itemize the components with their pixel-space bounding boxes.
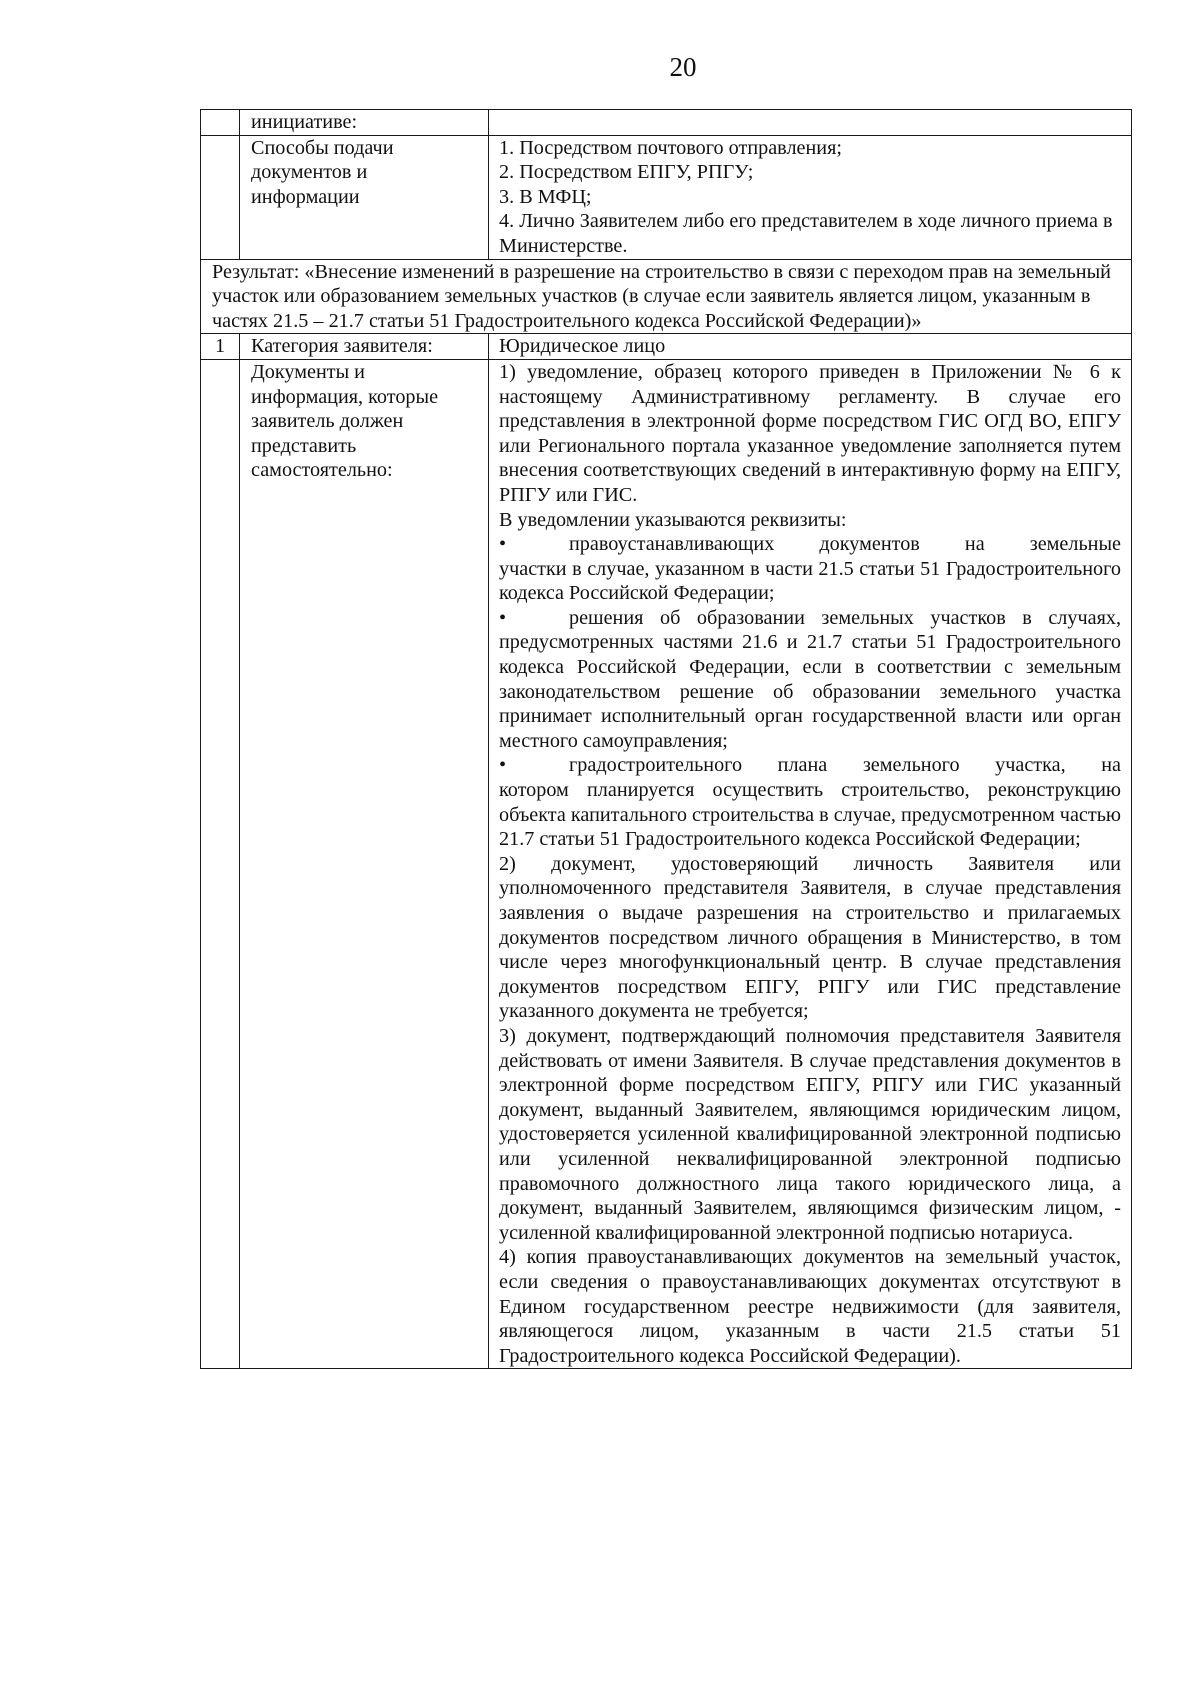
table-row-result (201, 259, 1132, 334)
requisites-heading: В уведомлении указываются реквизиты: (499, 508, 847, 531)
list-item: 2. Посредством ЕПГУ, РПГУ; (499, 161, 754, 184)
row-value (489, 135, 1132, 259)
table-row-category (201, 334, 1132, 360)
label-line: информация, которые (251, 385, 439, 408)
list-item: 1. Посредством почтового отправления; (499, 136, 842, 159)
bullet-mark: • (499, 754, 507, 777)
result-text: Результат: «Внесение изменений в разрешение на строительство в связи с переходом прав на земельный участок или образованием земельных участков (в случае если заявитель является лицом, указанным в частях 21.5 – 21.7 статьи 51 Градостроительного кодекса Российской Федерации)» (201, 259, 1132, 334)
label-line: представить (251, 434, 357, 457)
paragraph-2: 2) документ, удостоверяющий личность Заявителя или уполномоченного представителя Заявителя, в случае представления заявления о выдаче разрешения на строительство и прилагаемых документов посредством личного обращения в Министерство, в том числе через многофункциональный центр. В случае представления документов посредством ЕПГУ, РПГУ или ГИС представление указанного документа не требуется; (499, 852, 1121, 1023)
bullet-3-rest: котором планируется осуществить строительство, реконструкцию объекта капитального строительства в случае, предусмотренном частью 21.7 статьи 51 Градостроительного кодекса Российской Федерации; (499, 779, 1121, 851)
list-item: 4. Лично Заявителем либо его представителем в ходе личного приема в Министерстве. (499, 210, 1113, 257)
paragraph-1: 1) уведомление, образец которого приведен в Приложении № 6 к настоящему Административному регламенту. В случае его представления в электронной форме посредством ГИС ОГД ВО, ЕПГУ или Регионального портала указанное уведомление заполняется путем внесения соответствующих сведений в интерактивную форму на ЕПГУ, РПГУ или ГИС. (499, 360, 1121, 506)
page-number: 20 (669, 52, 697, 82)
label-line: документов и (251, 161, 368, 184)
table-row-initiative (201, 110, 1132, 136)
row-label: инициативе: (240, 110, 489, 136)
bullet-2-first-line (499, 606, 1121, 631)
label-line: заявитель должен (251, 410, 404, 433)
row-number-cell (201, 135, 240, 259)
row-number-cell (201, 110, 240, 136)
label-line: Способы подачи (251, 136, 394, 159)
row-number: 1 (201, 334, 240, 360)
row-value (489, 359, 1132, 1368)
table-row-documents (201, 359, 1132, 1368)
bullet-text: градостроительного плана земельного участка, на (569, 754, 1121, 777)
row-value: Юридическое лицо (489, 334, 1132, 360)
bullet-1-first-line (499, 532, 1121, 557)
row-label (240, 135, 489, 259)
bullet-3-first-line (499, 753, 1121, 778)
label-line: самостоятельно: (251, 459, 393, 482)
row-number-cell (201, 359, 240, 1368)
row-label (240, 359, 489, 1368)
bullet-text: решения об образовании земельных участков в случаях, (569, 606, 1121, 629)
table-row-submission (201, 135, 1132, 259)
bullet-1-rest: участки в случае, указанном в части 21.5 статьи 51 Градостроительного кодекса Российской Федерации; (499, 557, 1121, 605)
row-label: Категория заявителя: (240, 334, 489, 360)
label-line: Документы и (251, 360, 365, 383)
bullet-mark: • (499, 606, 507, 629)
regulation-table (200, 109, 1132, 1369)
bullet-text: правоустанавливающих документов на земельные (569, 533, 1121, 556)
paragraph-4: 4) копия правоустанавливающих документов на земельный участок, если сведения о правоустанавливающих документах отсутствуют в Едином государственном реестре недвижимости (для заявителя, являющегося лицом, указанным в части 21.5 статьи 51 Градостроительного кодекса Российской Федерации). (499, 1246, 1121, 1367)
bullet-mark: • (499, 533, 507, 556)
paragraph-3: 3) документ, подтверждающий полномочия представителя Заявителя действовать от имени Заявителя. В случае представления документов в электронной форме посредством ЕПГУ, РПГУ или ГИС указанный документ, выданный Заявителем, являющимся юридическим лицом, удостоверяется усиленной квалифицированной электронной подписью или усиленной неквалифицированной электронной подписью правомочного должностного лица такого юридического лица, а документ, выданный Заявителем, являющимся физическим лицом, - усиленной квалифицированной электронной подписью нотариуса. (499, 1024, 1121, 1244)
label-line: информации (251, 185, 360, 208)
bullet-2-rest: предусмотренных частями 21.6 и 21.7 статьи 51 Градостроительного кодекса Российской Федерации, если в соответствии с земельным законодательством решение об образовании земельного участка принимает исполнительный орган государственной власти или орган местного самоуправления; (499, 631, 1121, 752)
row-value (489, 110, 1132, 136)
list-item: 3. В МФЦ; (499, 185, 592, 208)
